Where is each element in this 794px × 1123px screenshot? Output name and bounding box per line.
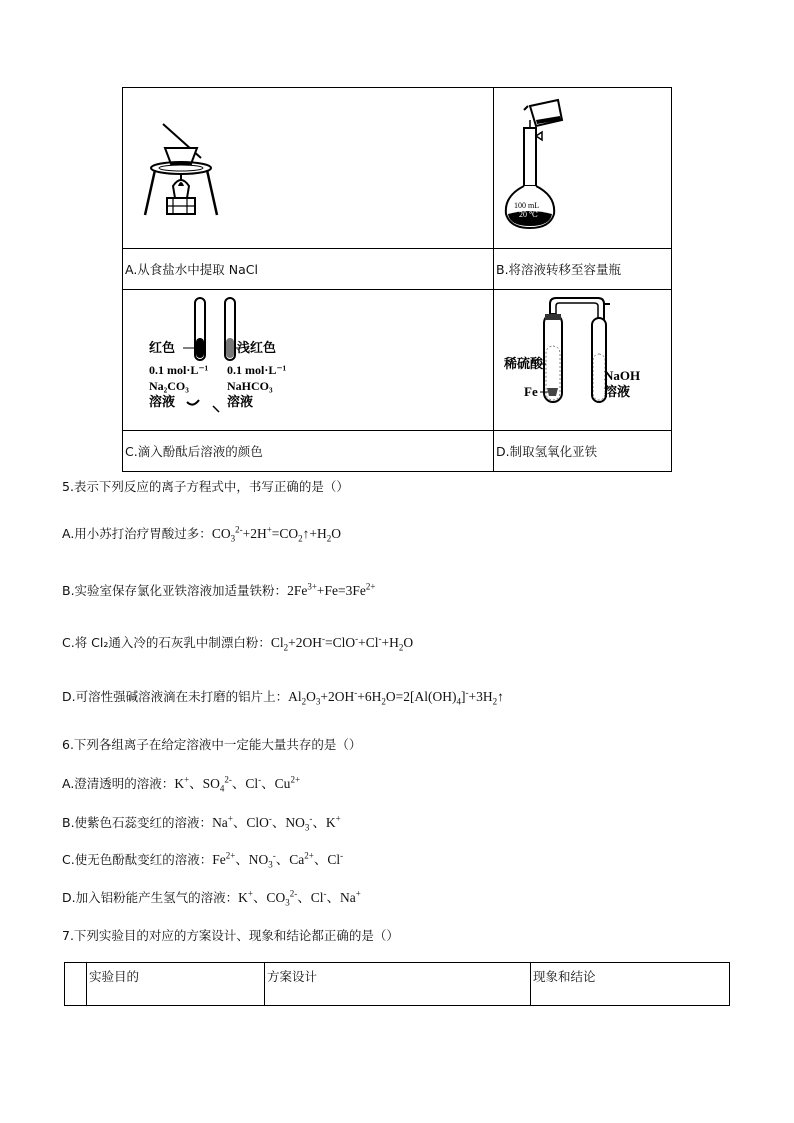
flask-temperature-label: 20 ℃	[519, 210, 538, 219]
q7-col-purpose: 实验目的	[87, 963, 265, 1006]
q7-table	[64, 962, 730, 1006]
evaporation-apparatus-icon	[143, 120, 233, 230]
q7-col-design: 方案设计	[265, 963, 531, 1006]
question-5-option-b	[62, 583, 375, 599]
option-d-image-cell	[494, 290, 672, 431]
question-6-stem: 6.下列各组离子在给定溶液中一定能大量共存的是（）	[62, 737, 362, 752]
q5-b-text: B.实验室保存氯化亚铁溶液加适量铁粉：	[62, 583, 288, 598]
question-5-stem: 5.表示下列反应的离子方程式中，书写正确的是（）	[62, 479, 349, 494]
question-5-option-c	[62, 635, 413, 651]
test-tubes-phenolphthalein-icon	[149, 294, 309, 424]
question-7-stem: 7.下列实验目的对应的方案设计、现象和结论都正确的是（）	[62, 928, 399, 943]
left-tube-solute: Na₂CO₃	[149, 379, 189, 393]
question-6-option-b	[62, 815, 341, 831]
q4-options-table	[122, 87, 672, 472]
left-tube-solution: 溶液	[149, 394, 176, 409]
question-5-option-d	[62, 689, 504, 705]
option-c-caption: C.滴入酚酞后溶液的颜色	[123, 431, 494, 472]
question-6-option-c	[62, 852, 343, 868]
q7-index-header	[65, 963, 87, 1006]
q6-d-ions: K+、$CO_3^{2-}$、Cl-、Na+	[238, 888, 361, 908]
left-tube-concentration: 0.1 mol·L⁻¹	[149, 363, 209, 377]
q5-b-equation: $2Fe^{3+}+Fe=3Fe^{2+}$	[287, 581, 376, 598]
option-a-caption: A.从食盐水中提取 NaCl	[123, 249, 494, 290]
question-6-option-a	[62, 776, 300, 792]
q5-d-equation: $Al_2O_3+2OH^-+6H_2O=2[Al(OH)_4]^-+3H_2↑$	[288, 687, 504, 707]
q6-b-ions: Na+、ClO-、$NO_3^-$、K+	[212, 813, 341, 833]
q6-c-ions: $Fe^{2+}$、$NO_3^-$、$Ca^{2+}$、Cl-	[212, 850, 344, 870]
right-tube-color-label: 浅红色	[237, 340, 277, 355]
q6-a-ions: K+、$SO_4^{2-}$、Cl-、$Cu^{2+}$	[174, 774, 301, 794]
q5-c-text: C.将 Cl₂通入冷的石灰乳中制漂白粉：	[62, 635, 271, 650]
q5-a-text: A.用小苏打治疗胃酸过多：	[62, 526, 212, 541]
q5-c-equation: $Cl_2+2OH^-=ClO^-+Cl^-+H_2O$	[270, 633, 414, 653]
iron-label: Fe	[524, 384, 538, 399]
option-c-image-cell	[123, 290, 494, 431]
q7-col-conclusion: 现象和结论	[531, 963, 730, 1006]
naoh-solution-label: 溶液	[604, 384, 631, 399]
question-6-option-d	[62, 890, 361, 906]
q5-d-text: D.可溶性强碱溶液滴在未打磨的铝片上：	[62, 689, 289, 704]
right-tube-solute: NaHCO₃	[227, 379, 273, 393]
naoh-label: NaOH	[604, 368, 641, 383]
option-b-caption: B.将溶液转移至容量瓶	[494, 249, 672, 290]
question-5-option-a	[62, 526, 341, 542]
q7-header-row	[65, 963, 730, 1006]
option-d-caption: D.制取氢氧化亚铁	[494, 431, 672, 472]
right-tube-solution: 溶液	[227, 394, 254, 409]
option-a-image-cell	[123, 88, 494, 249]
left-tube-color-label: 红色	[149, 340, 176, 355]
volumetric-flask-icon	[500, 96, 580, 236]
dilute-sulfuric-acid-label: 稀硫酸	[504, 356, 544, 371]
q6-a-text: A.澄清透明的溶液：	[62, 776, 175, 791]
ferrous-hydroxide-apparatus-icon	[500, 294, 660, 424]
q5-a-equation: $CO_3^{2-}+2H^+=CO_2↑+H_2O$	[211, 524, 342, 544]
right-tube-concentration: 0.1 mol·L⁻¹	[227, 363, 287, 377]
q6-c-text: C.使无色酚酞变红的溶液：	[62, 852, 213, 867]
q6-b-text: B.使紫色石蕊变红的溶液：	[62, 815, 213, 830]
flask-volume-label: 100 mL	[514, 201, 540, 210]
option-b-image-cell	[494, 88, 672, 249]
q6-d-text: D.加入铝粉能产生氢气的溶液：	[62, 890, 239, 905]
